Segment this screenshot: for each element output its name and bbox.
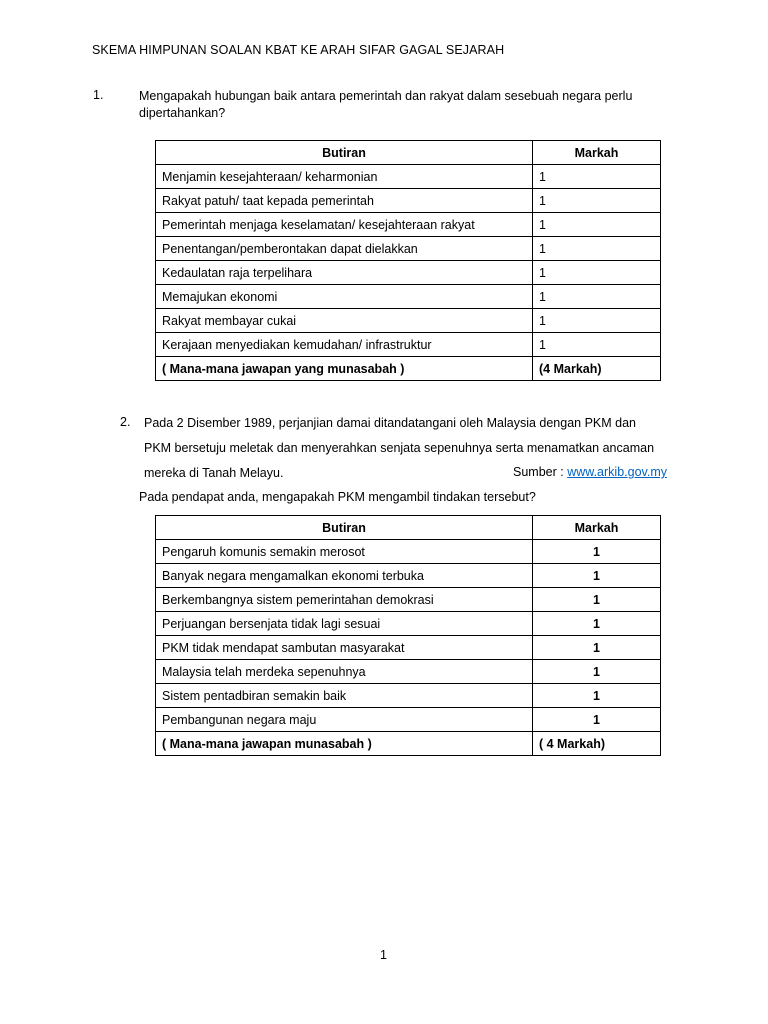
- table-footer-row: [156, 732, 661, 756]
- markah-cell: 1: [533, 660, 661, 684]
- markah-cell: 1: [533, 333, 661, 357]
- markah-cell: 1: [533, 588, 661, 612]
- question-2-line-1: Pada 2 Disember 1989, perjanjian damai ditandatangani oleh Malaysia dengan PKM dan: [144, 416, 636, 430]
- butiran-cell: Kerajaan menyediakan kemudahan/ infrastruktur: [156, 333, 533, 357]
- source-label: Sumber :: [513, 465, 568, 479]
- markah-cell: 1: [533, 612, 661, 636]
- table-row: [156, 309, 661, 333]
- table-row: [156, 213, 661, 237]
- question-2-marking-table: [155, 515, 661, 756]
- table-row: [156, 333, 661, 357]
- butiran-cell: Rakyat patuh/ taat kepada pemerintah: [156, 189, 533, 213]
- markah-cell: 1: [533, 285, 661, 309]
- table-row: [156, 564, 661, 588]
- markah-cell: 1: [533, 189, 661, 213]
- question-1-text: Mengapakah hubungan baik antara pemerintah dan rakyat dalam sesebuah negara perlu dipertahankan?: [139, 89, 633, 120]
- butiran-cell: Kedaulatan raja terpelihara: [156, 261, 533, 285]
- butiran-cell: PKM tidak mendapat sambutan masyarakat: [156, 636, 533, 660]
- butiran-cell: Rakyat membayar cukai: [156, 309, 533, 333]
- column-header-butiran: Butiran: [156, 141, 533, 165]
- source-link[interactable]: www.arkib.gov.my: [567, 465, 667, 479]
- question-1-marking-table: [155, 140, 661, 381]
- table-row: [156, 237, 661, 261]
- table-header-row: [156, 141, 661, 165]
- table-row: [156, 261, 661, 285]
- question-2-prompt: Pada pendapat anda, mengapakah PKM mengambil tindakan tersebut?: [139, 490, 536, 504]
- markah-cell: 1: [533, 213, 661, 237]
- question-2-line-2: PKM bersetuju meletak dan menyerahkan senjata sepenuhnya serta menamatkan ancaman: [144, 441, 655, 455]
- butiran-cell: Perjuangan bersenjata tidak lagi sesuai: [156, 612, 533, 636]
- markah-cell: 1: [533, 261, 661, 285]
- butiran-cell: Banyak negara mengamalkan ekonomi terbuka: [156, 564, 533, 588]
- footer-note-cell: ( Mana-mana jawapan yang munasabah ): [156, 357, 533, 381]
- table-row: [156, 684, 661, 708]
- butiran-cell: Pengaruh komunis semakin merosot: [156, 540, 533, 564]
- question-1-number: 1.: [93, 88, 104, 102]
- table-footer-row: [156, 357, 661, 381]
- butiran-cell: Sistem pentadbiran semakin baik: [156, 684, 533, 708]
- footer-note-cell: ( Mana-mana jawapan munasabah ): [156, 732, 533, 756]
- column-header-markah: Markah: [533, 516, 661, 540]
- column-header-markah: Markah: [533, 141, 661, 165]
- table-row: [156, 540, 661, 564]
- markah-cell: 1: [533, 684, 661, 708]
- markah-cell: 1: [533, 540, 661, 564]
- table-row: [156, 708, 661, 732]
- table-row: [156, 612, 661, 636]
- table-row: [156, 189, 661, 213]
- document-header: SKEMA HIMPUNAN SOALAN KBAT KE ARAH SIFAR GAGAL SEJARAH: [92, 43, 505, 57]
- footer-total-cell: ( 4 Markah): [533, 732, 661, 756]
- table-header-row: [156, 516, 661, 540]
- markah-cell: 1: [533, 708, 661, 732]
- butiran-cell: Pembangunan negara maju: [156, 708, 533, 732]
- footer-total-cell: (4 Markah): [533, 357, 661, 381]
- markah-cell: 1: [533, 636, 661, 660]
- butiran-cell: Pemerintah menjaga keselamatan/ kesejahteraan rakyat: [156, 213, 533, 237]
- table-row: [156, 636, 661, 660]
- butiran-cell: Malaysia telah merdeka sepenuhnya: [156, 660, 533, 684]
- markah-cell: 1: [533, 165, 661, 189]
- question-2-number: 2.: [120, 415, 131, 429]
- column-header-butiran: Butiran: [156, 516, 533, 540]
- markah-cell: 1: [533, 237, 661, 261]
- markah-cell: 1: [533, 564, 661, 588]
- question-2-line-3: mereka di Tanah Melayu.: [144, 466, 284, 480]
- butiran-cell: Penentangan/pemberontakan dapat dielakkan: [156, 237, 533, 261]
- butiran-cell: Berkembangnya sistem pemerintahan demokrasi: [156, 588, 533, 612]
- table-row: [156, 588, 661, 612]
- source-citation: [513, 465, 667, 479]
- table-row: [156, 285, 661, 309]
- butiran-cell: Menjamin kesejahteraan/ keharmonian: [156, 165, 533, 189]
- butiran-cell: Memajukan ekonomi: [156, 285, 533, 309]
- table-row: [156, 165, 661, 189]
- markah-cell: 1: [533, 309, 661, 333]
- table-row: [156, 660, 661, 684]
- page-number: 1: [380, 948, 387, 962]
